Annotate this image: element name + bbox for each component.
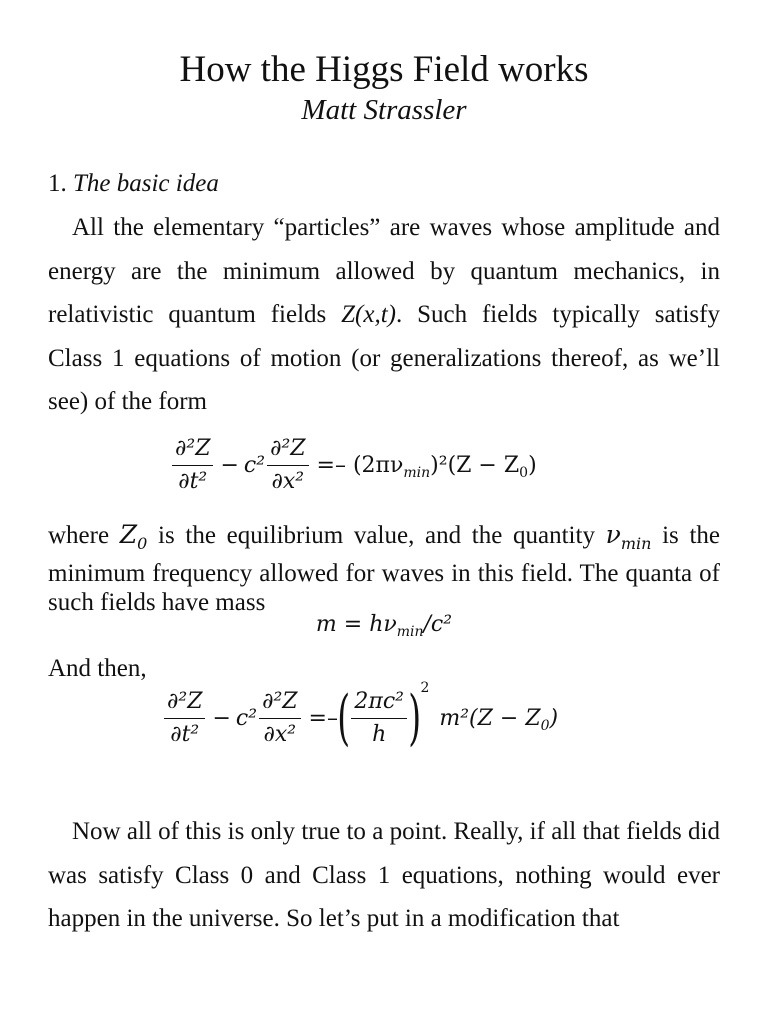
- equation-rhs: [311, 453, 537, 481]
- nu-letter: ν: [605, 520, 621, 549]
- z-subscript: 0: [540, 717, 550, 734]
- mass-subscript: min: [396, 624, 424, 640]
- fraction-denominator: ∂t²: [170, 721, 200, 747]
- z0-subscript: 0: [137, 534, 148, 553]
- section-heading: [48, 168, 219, 200]
- left-paren: (: [337, 683, 351, 753]
- rhs-tail: )²(Z − Z: [430, 453, 520, 478]
- definitions-text-2: is the equilibrium value, and the quantity: [147, 522, 606, 549]
- fraction-d2z-dx2: [259, 689, 300, 748]
- fraction-denominator: h: [372, 721, 387, 747]
- fraction-numerator: ∂²Z: [164, 689, 205, 719]
- paragraph-modification: Now all of this is only true to a point. Really, if all that fields did was satisfy Class 0 and Class 1 equations, nothing would ever happen in the universe. So let’s put in a modification that: [48, 818, 720, 932]
- mass-lhs: m = hν: [315, 612, 397, 637]
- minus-sign: −: [212, 705, 231, 731]
- rhs-part: =– (2πν: [316, 453, 404, 478]
- fraction-numerator: 2πc²: [351, 689, 407, 719]
- z0-letter: Z: [119, 520, 138, 549]
- section-title: The basic idea: [73, 170, 219, 197]
- c-squared: c²: [235, 705, 258, 731]
- nu-min-symbol: [605, 520, 652, 553]
- mass-rhs: /c²: [423, 612, 453, 637]
- fraction-numerator: ∂²Z: [259, 689, 300, 719]
- tail-close: ): [549, 705, 559, 731]
- right-paren: ): [408, 683, 422, 753]
- nu-subscript: min: [403, 465, 431, 481]
- z-subscript: 0: [519, 465, 529, 481]
- paragraph-and-then: And then,: [48, 655, 147, 682]
- paragraph-intro-text-2: . Such fields typically satisfy Class 1 equations of motion (or generalizations thereof, as we’ll see) of the form: [48, 301, 720, 415]
- minus-sign: −: [220, 453, 239, 478]
- section-number: 1.: [48, 170, 67, 197]
- paragraph-definitions: [48, 520, 720, 618]
- z0-symbol: [119, 520, 148, 553]
- c-squared: c²: [243, 453, 266, 478]
- rhs-close: ): [528, 453, 537, 478]
- tail-part: m²(Z − Z: [439, 705, 541, 731]
- fraction-numerator: ∂²Z: [172, 436, 213, 466]
- fraction-denominator: ∂x²: [263, 721, 297, 747]
- fraction-numerator: ∂²Z: [267, 436, 308, 466]
- fraction-d2z-dt2: [164, 689, 205, 748]
- paragraph-intro: [48, 206, 720, 424]
- equation-wave-mass: [162, 680, 559, 753]
- equation-tail: [439, 705, 559, 734]
- document-author: Matt Strassler: [301, 94, 467, 126]
- paren-exponent: 2: [420, 680, 430, 696]
- fraction-d2z-dx2: [267, 436, 308, 495]
- fraction-d2z-dt2: [172, 436, 213, 495]
- equals-minus: =–: [308, 705, 338, 731]
- document-title: How the Higgs Field works: [179, 49, 589, 90]
- paragraph-intro-text-1: All the elementary “particles” are waves whose amplitude and energy are the minimum allowed by quantum mechanics, in relativistic quantum fields: [48, 214, 720, 328]
- fraction-denominator: ∂x²: [271, 469, 305, 494]
- fraction-2pic2-h: [351, 689, 407, 748]
- definitions-text-1: where: [48, 522, 120, 549]
- equation-wave: [170, 436, 537, 495]
- nu-subscript: min: [620, 534, 652, 553]
- equation-mass: [0, 612, 768, 640]
- field-symbol: Z(x,t): [341, 301, 396, 328]
- fraction-denominator: ∂t²: [178, 469, 208, 494]
- definitions-text-3: is the minimum frequency allowed for waves in this field. The quanta of such fields have mass: [48, 522, 721, 616]
